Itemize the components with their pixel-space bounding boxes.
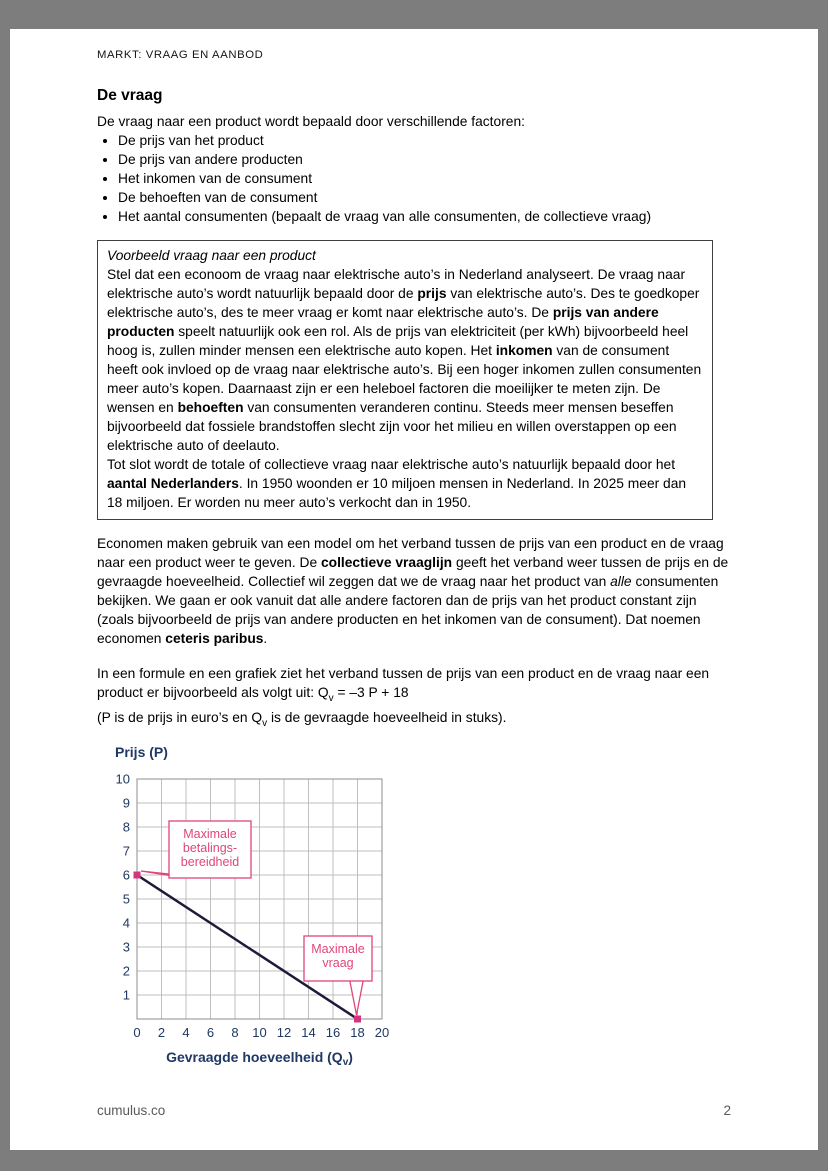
svg-text:6: 6 — [122, 867, 130, 882]
demand-chart-block — [97, 739, 731, 1079]
intro-paragraph: De vraag naar een product wordt bepaald door verschillende factoren: — [97, 114, 525, 129]
svg-text:0: 0 — [133, 1024, 141, 1040]
svg-text:3: 3 — [122, 939, 130, 954]
svg-text:8: 8 — [122, 819, 130, 834]
svg-text:10: 10 — [115, 771, 130, 786]
svg-text:Prijs (P): Prijs (P) — [115, 743, 168, 760]
svg-text:16: 16 — [325, 1024, 341, 1040]
svg-text:Maximale: Maximale — [311, 941, 365, 956]
example-box — [97, 240, 713, 520]
svg-text:6: 6 — [206, 1024, 215, 1040]
demand-chart — [97, 739, 397, 1074]
svg-text:vraag: vraag — [322, 955, 354, 970]
footer-page-number: 2 — [723, 1103, 731, 1118]
svg-text:20: 20 — [374, 1024, 390, 1040]
example-paragraph-2: Tot slot wordt de totale of collectieve vraag naar elektrische auto’s natuurlijk bepaald door het aantal Nederlanders. In 1950 woonden er 10 miljoen mensen in Nederland. In 2025 meer dan 18 miljoen. Er worden nu meer auto’s verkocht dan in 1950. — [107, 457, 687, 510]
svg-text:9: 9 — [122, 795, 130, 810]
svg-text:2: 2 — [157, 1024, 166, 1040]
svg-text:betalings-: betalings- — [182, 840, 238, 855]
page-footer — [97, 1103, 731, 1118]
example-box-title: Voorbeeld vraag naar een product — [107, 248, 316, 263]
factors-list — [97, 131, 731, 226]
svg-text:4: 4 — [182, 1024, 190, 1040]
svg-text:Gevraagde hoeveelheid (Qv): Gevraagde hoeveelheid $(Q_v)$ — [166, 1048, 353, 1068]
section-title: De vraag — [97, 87, 163, 104]
svg-text:12: 12 — [276, 1024, 292, 1040]
model-paragraph: Economen maken gebruik van een model om het verband tussen de prijs van een product en de vraag naar een product weer te geven. De collectieve vraaglijn geeft het verband weer tussen de prijs en de gevraagde hoeveelheid. Collectief wil zeggen dat we de vraag naar het product van alle consumenten bekijken. We gaan er ook vanuit dat alle andere factoren dan de prijs van het product constant zijn (zoals bijvoorbeeld de prijs van andere producten en het inkomen van de consument). Dat noemen economen ceteris paribus. — [97, 536, 729, 646]
footer-brand: cumulus.co — [97, 1103, 166, 1118]
svg-text:7: 7 — [122, 843, 130, 858]
example-paragraph-1: Stel dat een econoom de vraag naar elektrische auto’s in Nederland analyseert. De vraag naar elektrische auto’s wordt natuurlijk bepaald door de prijs van elektrische auto’s. Des te goedkoper elektrische auto’s, des te meer vraag er komt naar elektrische auto’s. De prijs van andere producten speelt natuurlijk ook een rol. Als de prijs van elektriciteit (per kWh) bijvoorbeeld heel hoog is, zullen minder mensen een elektrische auto kopen. Het inkomen van de consument heeft ook invloed op de vraag naar elektrische auto’s. Bij een hoger inkomen zullen consumenten meer auto’s kopen. Daarnaast zijn er een heleboel factoren die moeilijker te meten zijn. De wensen en behoeften van consumenten veranderen continu. Steeds meer mensen beseffen bijvoorbeeld dat fossiele brandstoffen slecht zijn voor het milieu en willen overstappen op een elektrische auto of deelauto. — [107, 267, 702, 453]
svg-text:14: 14 — [301, 1024, 316, 1040]
svg-text:5: 5 — [122, 891, 130, 906]
svg-text:2: 2 — [122, 963, 130, 978]
svg-text:Maximale: Maximale — [183, 826, 237, 841]
factor-item: • De behoeften van de consument — [118, 188, 731, 207]
factor-item: • De prijs van andere producten — [118, 150, 731, 169]
factor-item: • De prijs van het product — [118, 131, 731, 150]
svg-text:bereidheid: bereidheid — [180, 854, 240, 869]
running-header: MARKT: VRAAG EN AANBOD — [97, 49, 264, 61]
formula-paragraph: In een formule en een grafiek ziet het verband tussen de prijs van een product en de vraag naar een product er bijvoorbeeld als volgt uit: $Q_v = -3$ P + 18 (P is de prijs in euro’s en $Q_v$ is de gevraagde hoeveelheid in stuks). — [97, 666, 710, 729]
document-page — [10, 29, 818, 1150]
svg-text:18: 18 — [350, 1024, 365, 1040]
factor-item: • Het inkomen van de consument — [118, 169, 731, 188]
factor-item: • Het aantal consumenten (bepaalt de vraag van alle consumenten, de collectieve vraag) — [118, 207, 731, 226]
svg-text:8: 8 — [231, 1024, 239, 1040]
svg-text:4: 4 — [122, 915, 130, 930]
svg-text:10: 10 — [252, 1024, 267, 1040]
svg-text:1: 1 — [122, 987, 130, 1002]
